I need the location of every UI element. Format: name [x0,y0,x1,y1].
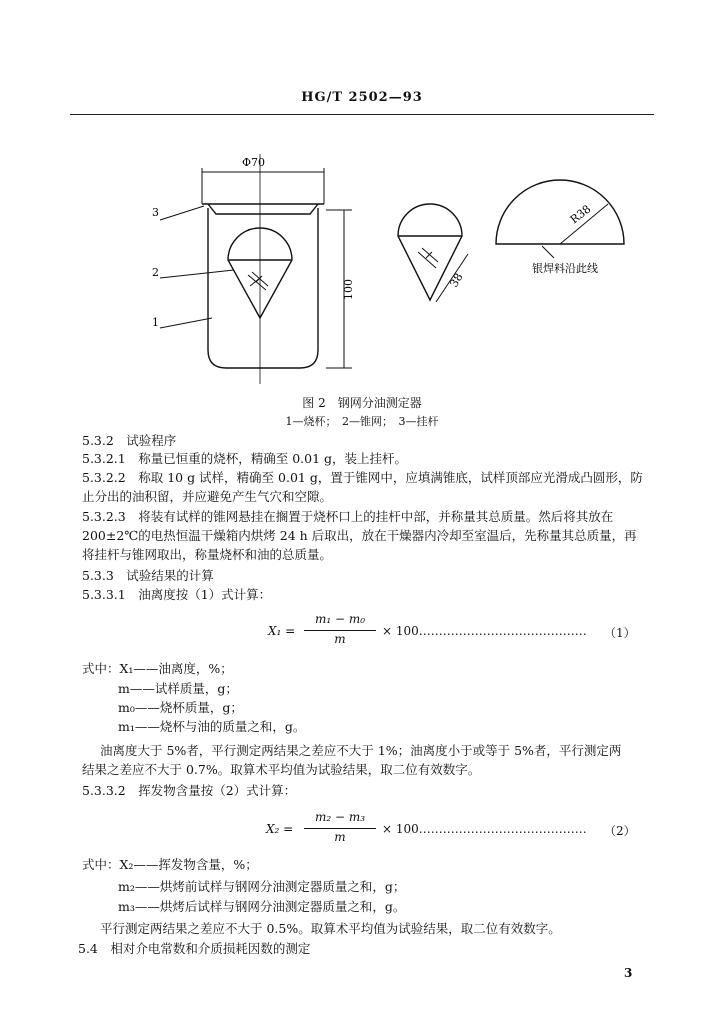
clause-5-3-2-2: 5.3.2.2 称取 10 g 试样，精确至 0.01 g，置于锥网中，应填满锥底，试样顶部应光滑成凸圆形，防 [82,470,643,485]
para-2: 平行测定两结果之差应不大于 0.5%。取算术平均值为试验结果，取二位有效数字。 [100,921,561,936]
eq2-rhs: × 100…………………………………… [382,822,587,836]
section-5-3-2: 5.3.2 试验程序 [82,433,177,448]
eq2-denominator: m [334,830,346,844]
clause-5-3-2-3: 5.3.2.3 将装有试样的锥网悬挂在搁置于烧杯口上的挂杆中部，并称量其总质量。然后将其放在 [82,509,614,524]
clause-5-3-2-3-cont1: 200±2℃的电热恒温干燥箱内烘烤 24 h 后取出，放在干燥器内冷却至室温后，先称量其总质量，再 [82,528,637,543]
beaker-rim [202,204,324,214]
page-header: HG/T 2502—93 [301,90,423,105]
where-1-m0: m₀——烧杯质量，g； [118,700,243,715]
eq1-numerator: m₁ − m₀ [314,612,366,626]
clause-5-3-2-2-cont: 止分出的油积留，并应避免产生气穴和空隙。 [82,489,333,504]
eq1-number: （1） [604,626,636,640]
label-2: 2 [152,266,159,279]
dim-38: 38 [447,270,466,290]
where-1: 式中：X₁——油离度，%； [82,661,233,676]
eq2-lhs: X₂ = [266,822,294,836]
where-2: 式中：X₂——挥发物含量，%； [82,857,258,872]
where-2-m2: m₂——烘烤前试样与钢网分油测定器质量之和，g； [118,879,406,894]
label-1: 1 [152,316,159,329]
dim-R38: R38 [567,202,594,227]
clause-5-3-3-1: 5.3.3.1 油离度按（1）式计算： [82,587,272,602]
figure-caption: 图 2 钢网分油测定器 [302,396,422,410]
eq2-fraction-bar [304,828,376,829]
dim-100: 100 [342,279,355,300]
where-1-m: m——试样质量，g； [118,681,238,696]
eq1-lhs: X₁ = [268,624,296,638]
eq2-number: （2） [604,824,636,838]
figure-oil-separation-apparatus [130,140,650,400]
figure-legend: 1—烧杯； 2—锥网； 3—挂杆 [285,415,439,428]
clause-5-3-3-2: 5.3.3.2 挥发物含量按（2）式计算： [82,783,297,798]
section-5-4: 5.4 相对介电常数和介质损耗因数的测定 [78,941,311,956]
page-number: 3 [624,966,633,980]
eq1-fraction-bar [304,630,376,631]
para-1: 油离度大于 5%者，平行测定两结果之差应不大于 1%；油离度小于或等于 5%者，平行测定两 [100,743,622,758]
where-2-m3: m₃——烘烤后试样与钢网分油测定器质量之和，g。 [118,899,406,914]
hemisphere [496,180,624,244]
dim-phi70: Φ70 [242,156,266,169]
clause-5-3-2-3-cont2: 将挂杆与锥网取出，称量烧杯和油的总质量。 [82,547,333,562]
where-1-m1: m₁——烧杯与油的质量之和，g。 [118,719,306,734]
clause-5-3-2-1: 5.3.2.1 称量已恒重的烧杯，精确至 0.01 g，装上挂杆。 [82,451,408,466]
header-rule [70,114,654,115]
para-1-cont: 结果之差应不大于 0.7%。取算术平均值为试验结果，取二位有效数字。 [82,762,481,777]
section-5-3-3: 5.3.3 试验结果的计算 [82,568,214,583]
eq1-denominator: m [334,632,346,646]
solder-note: 银焊料沿此线 [532,262,598,275]
label-3: 3 [152,206,159,219]
eq2-numerator: m₂ − m₃ [314,810,366,824]
eq1-rhs: × 100…………………………………… [382,624,587,638]
